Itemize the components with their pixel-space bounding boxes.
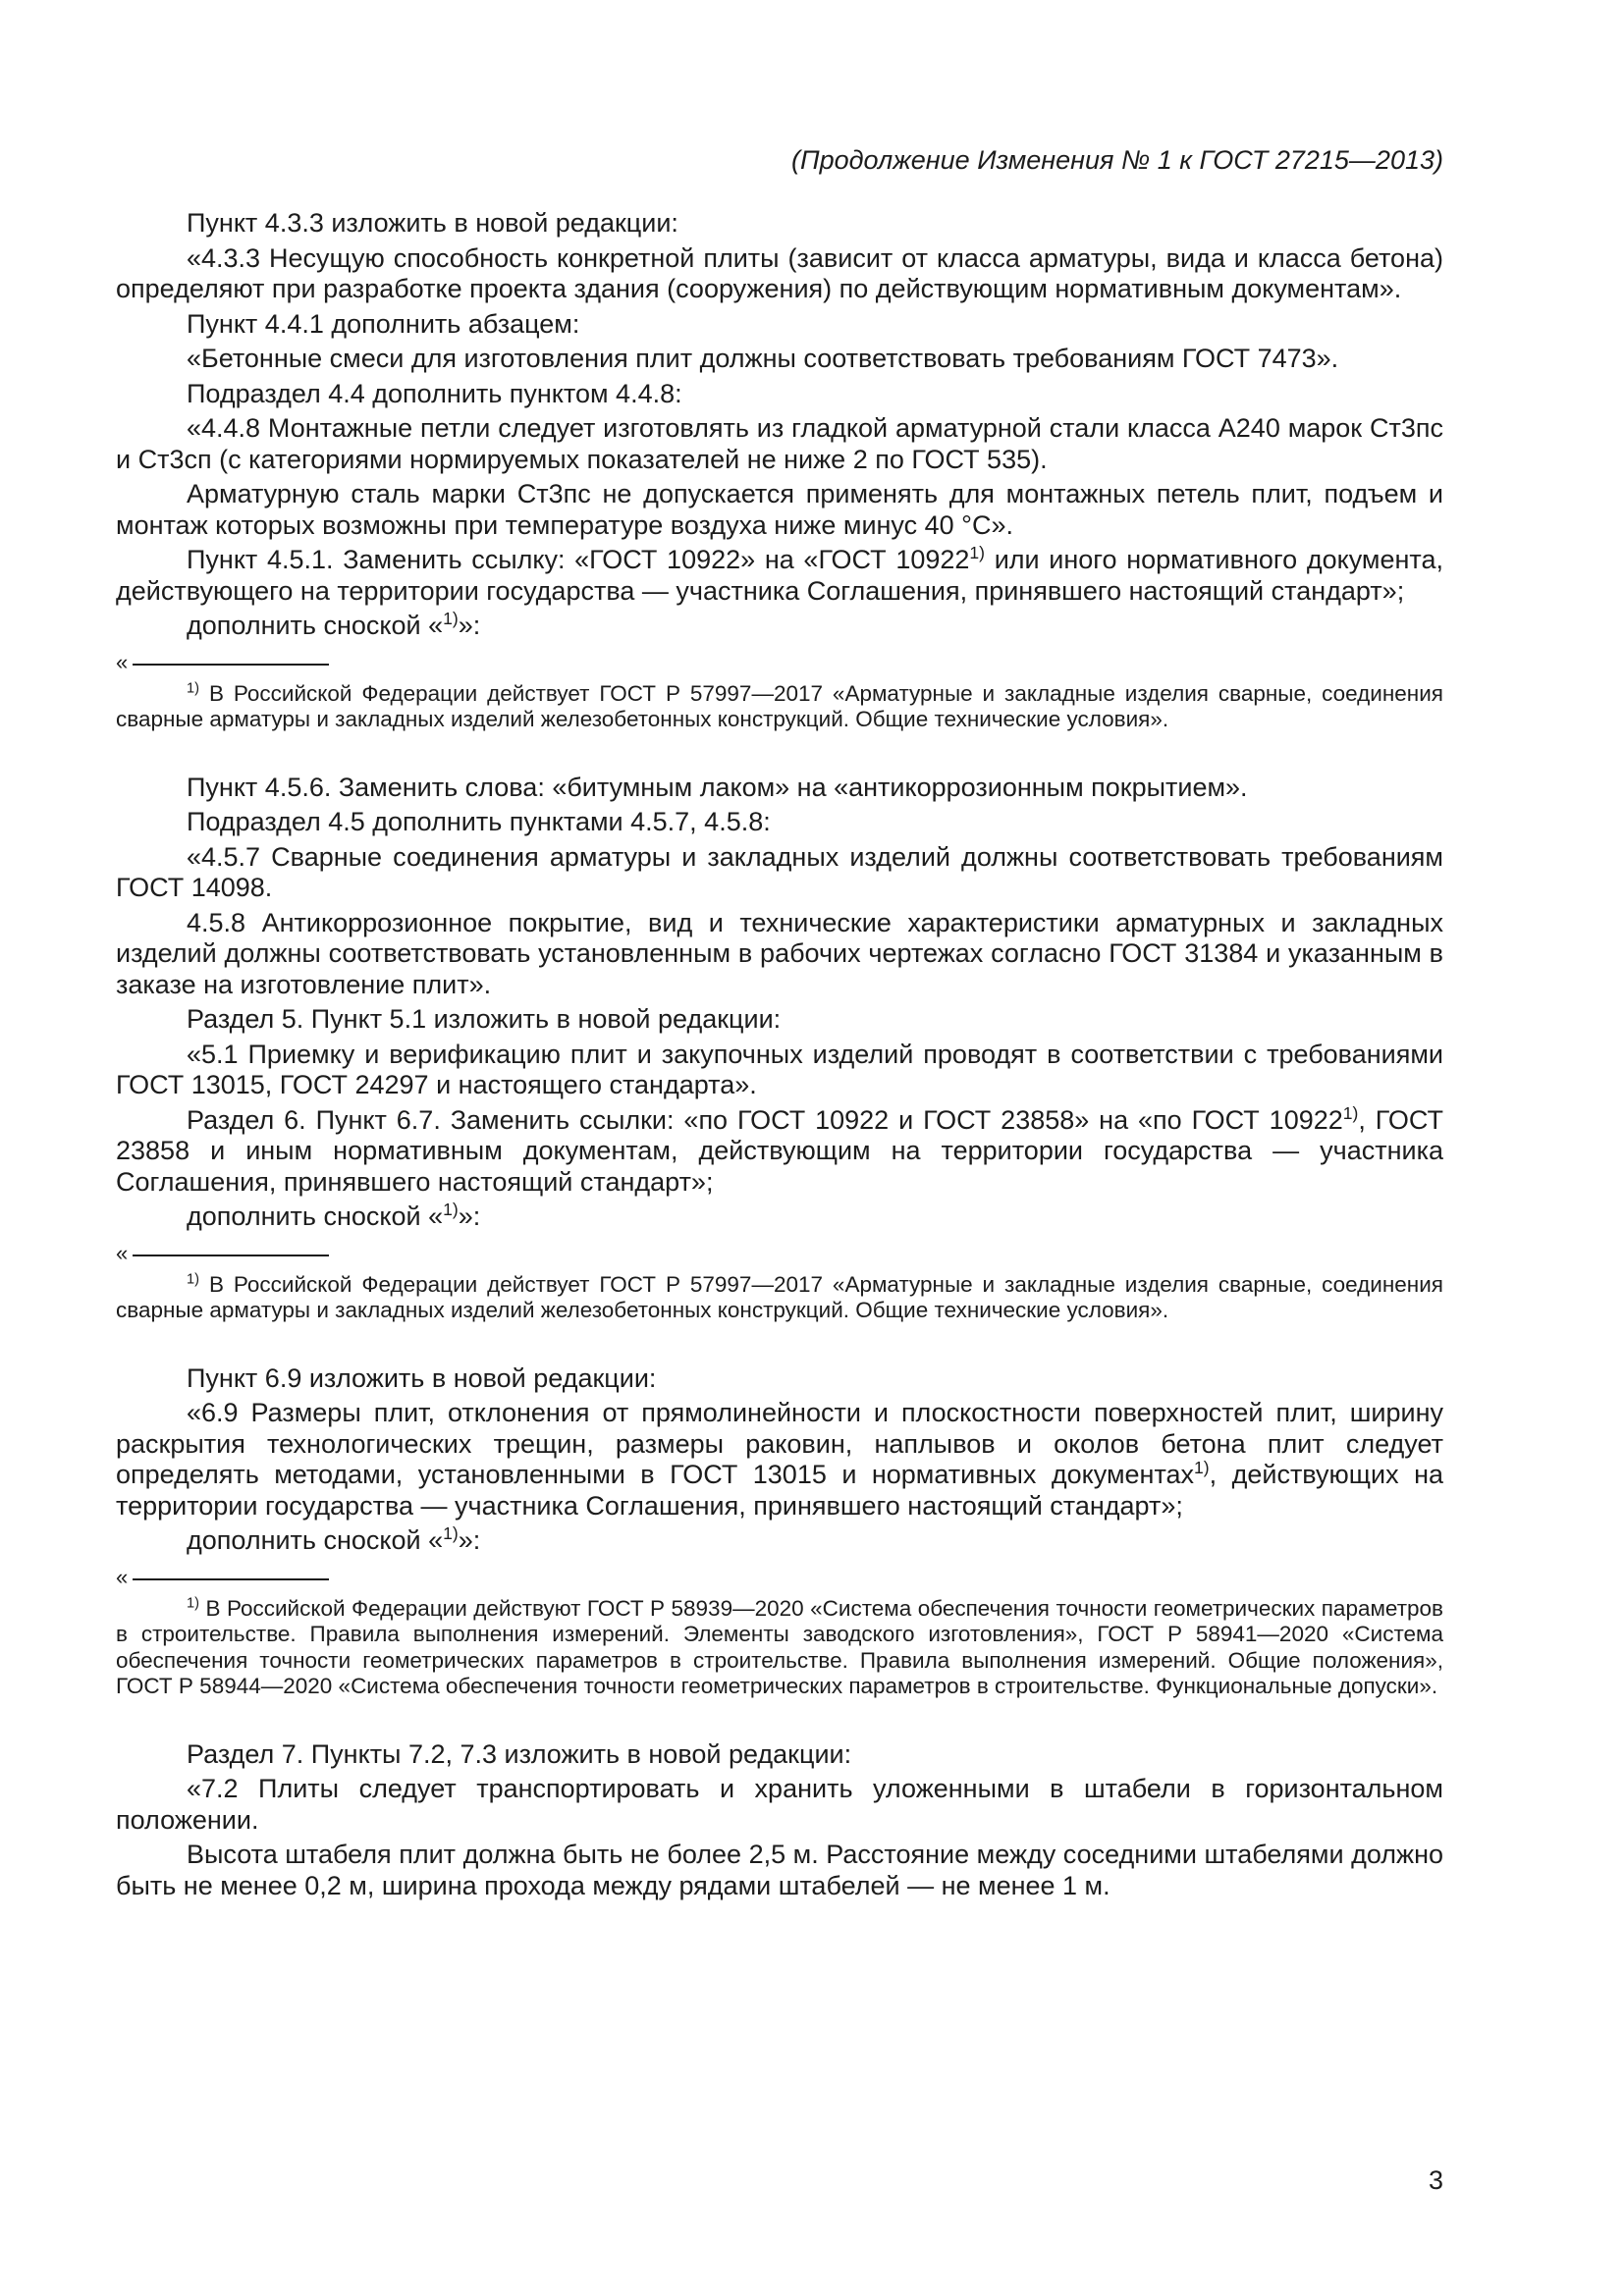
paragraph: «5.1 Приемку и верификацию плит и закупочных изделий проводят в соответствии с требованиями ГОСТ 13015, ГОСТ 24297 и настоящего стандарта». bbox=[116, 1039, 1443, 1099]
paragraph: Пункт 4.4.1 дополнить абзацем: bbox=[187, 308, 580, 339]
text-run: »: bbox=[458, 611, 481, 640]
body-text bbox=[116, 208, 1443, 1905]
footnote-number: 1) bbox=[187, 1595, 199, 1611]
paragraph bbox=[116, 1525, 1443, 1557]
paragraph bbox=[116, 611, 1443, 642]
paragraph: «4.3.3 Несущую способность конкретной плиты (зависит от класса арматуры, вида и класса бетона) определяют при разработке проекта здания (сооружения) по действующим нормативным документам». bbox=[116, 242, 1443, 303]
footnote-separator bbox=[116, 1240, 1443, 1265]
footnote-block bbox=[116, 1564, 1443, 1700]
open-quote: « bbox=[116, 649, 129, 674]
open-quote: « bbox=[116, 1564, 129, 1589]
paragraph: Пункт 6.9 изложить в новой редакции: bbox=[187, 1362, 657, 1393]
text-run: дополнить сноской « bbox=[187, 1525, 444, 1555]
paragraph: Пункт 4.5.6. Заменить слова: «битумным лаком» на «антикоррозионным покрытием». bbox=[187, 772, 1248, 802]
paragraph: Раздел 5. Пункт 5.1 изложить в новой редакции: bbox=[187, 1004, 782, 1034]
footnote-rule bbox=[133, 1578, 329, 1580]
paragraph: Высота штабеля плит должна быть не более 2,5 м. Расстояние между соседними штабелями должно быть не менее 0,2 м, ширина прохода между рядами штабелей — не менее 1 м. bbox=[116, 1840, 1443, 1900]
footnote-block bbox=[116, 1240, 1443, 1324]
paragraph: Арматурную сталь марки Ст3пс не допускается применять для монтажных петель плит, подъем и монтаж которых возможны при температуре воздуха ниже минус 40 °С». bbox=[116, 479, 1443, 540]
footnote-number: 1) bbox=[187, 1271, 199, 1287]
footnote-text bbox=[116, 1272, 1443, 1324]
paragraph: Подраздел 4.5 дополнить пунктами 4.5.7, 4.5.8: bbox=[187, 807, 771, 836]
text-run: дополнить сноской « bbox=[187, 1201, 444, 1231]
footnote-content: В Российской Федерации действует ГОСТ Р 57997—2017 «Арматурные и закладные изделия сварные, соединения сварные арматуры и закладных изделий железобетонных конструкций. Общие технические условия». bbox=[116, 1271, 1443, 1322]
text-run: , действующих на территории государства — участника Соглашения, принявшего настоящий стандарт»; bbox=[116, 1460, 1443, 1521]
paragraph: Подраздел 4.4 дополнить пунктом 4.4.8: bbox=[187, 378, 682, 408]
paragraph: «Бетонные смеси для изготовления плит должны соответствовать требованиям ГОСТ 7473». bbox=[187, 344, 1339, 373]
footnote-text bbox=[116, 681, 1443, 733]
paragraph bbox=[116, 1201, 1443, 1233]
footnote-ref: 1) bbox=[1342, 1102, 1359, 1123]
footnote-ref: 1) bbox=[443, 1200, 459, 1219]
text-run: «6.9 Размеры плит, отклонения от прямолинейности и плоскостности поверхностей плит, ширину раскрытия технологических трещин, размеры раковин, наплывов и околов бетона плит следует определять методами, установленными в ГОСТ 13015 и нормативных документах bbox=[116, 1398, 1443, 1489]
footnote-rule bbox=[133, 664, 329, 666]
text-run: дополнить сноской « bbox=[187, 611, 444, 640]
footnote-block bbox=[116, 649, 1443, 733]
paragraph bbox=[116, 1102, 1443, 1199]
paragraph: «7.2 Плиты следует транспортировать и хранить уложенными в штабели в горизонтальном положении. bbox=[116, 1774, 1443, 1835]
paragraph: Раздел 7. Пункты 7.2, 7.3 изложить в новой редакции: bbox=[187, 1738, 852, 1769]
paragraph: «4.5.7 Сварные соединения арматуры и закладных изделий должны соответствовать требованиям ГОСТ 14098. bbox=[116, 841, 1443, 902]
footnote-rule bbox=[133, 1255, 329, 1256]
text-run: , ГОСТ 23858 и иным нормативным документам, действующим на территории государства — участника Соглашения, принявшего настоящий стандарт»; bbox=[116, 1104, 1443, 1197]
footnote-separator bbox=[116, 1564, 1443, 1589]
paragraph: «4.4.8 Монтажные петли следует изготовлять из гладкой арматурной стали класса А240 марок Ст3пс и Ст3сп (с категориями нормируемых показателей не ниже 2 по ГОСТ 535). bbox=[116, 413, 1443, 474]
paragraph: Пункт 4.3.3 изложить в новой редакции: bbox=[187, 208, 678, 238]
text-run: »: bbox=[458, 1201, 481, 1231]
text-run: »: bbox=[458, 1525, 481, 1555]
open-quote: « bbox=[116, 1240, 129, 1265]
paragraph: 4.5.8 Антикоррозионное покрытие, вид и технические характеристики арматурных и закладных изделий должны соответствовать установленным в рабочих чертежах согласно ГОСТ 31384 и указанным в заказе на изготовление плит». bbox=[116, 907, 1443, 999]
page-number: 3 bbox=[1428, 2165, 1443, 2195]
footnote-number: 1) bbox=[187, 680, 199, 696]
running-header: (Продолжение Изменения № 1 к ГОСТ 27215—2013) bbox=[791, 145, 1443, 175]
text-run: Пункт 4.5.1. Заменить ссылку: «ГОСТ 10922» на «ГОСТ 10922 bbox=[187, 545, 970, 574]
text-run: или иного нормативного документа, действующего на территории государства — участника Соглашения, принявшего настоящий стандарт»; bbox=[116, 545, 1443, 606]
footnote-ref: 1) bbox=[1194, 1458, 1210, 1477]
text-run: Раздел 6. Пункт 6.7. Заменить ссылки: «по ГОСТ 10922 и ГОСТ 23858» на «по ГОСТ 10922 bbox=[187, 1104, 1343, 1135]
paragraph bbox=[116, 545, 1443, 607]
footnote-content: В Российской Федерации действует ГОСТ Р 57997—2017 «Арматурные и закладные изделия сварные, соединения сварные арматуры и закладных изделий железобетонных конструкций. Общие технические условия». bbox=[116, 680, 1443, 731]
footnote-text bbox=[116, 1596, 1443, 1700]
footnote-separator bbox=[116, 649, 1443, 674]
footnote-content: В Российской Федерации действуют ГОСТ Р 58939—2020 «Система обеспечения точности геометрических параметров в строительстве. Правила выполнения измерений. Элементы заводского изготовления», ГОСТ Р 58941—2020 «Система обеспечения точности геометрических параметров в строительстве. Правила выполнения измерений. Общие положения», ГОСТ Р 58944—2020 «Система обеспечения точности геометрических параметров в строительстве. Функциональные допуски». bbox=[116, 1595, 1443, 1698]
footnote-ref: 1) bbox=[443, 609, 459, 628]
paragraph bbox=[116, 1398, 1443, 1522]
footnote-ref: 1) bbox=[443, 1523, 459, 1543]
footnote-ref: 1) bbox=[969, 543, 985, 562]
